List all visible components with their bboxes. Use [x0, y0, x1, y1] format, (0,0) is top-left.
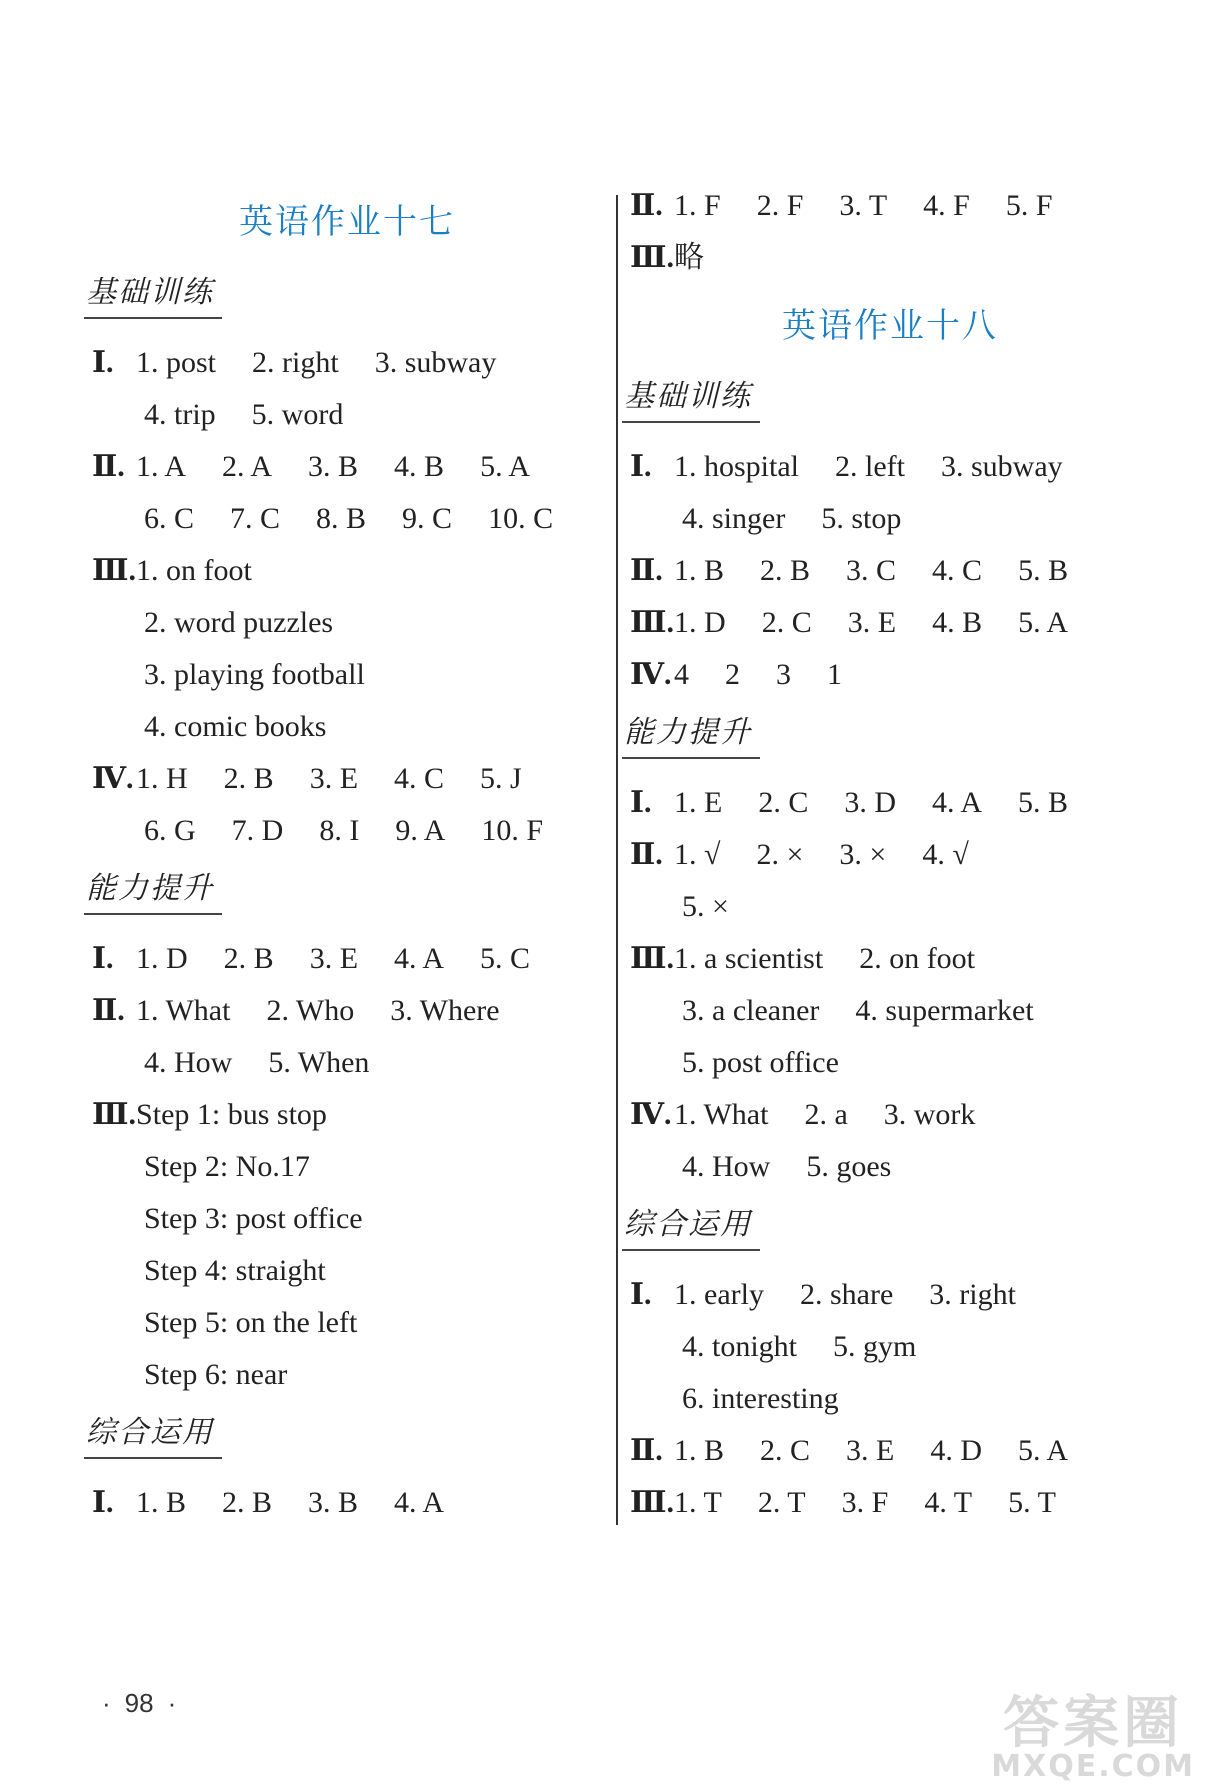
section-heading: 基础训练 — [84, 267, 222, 319]
roman-numeral: Ⅱ. — [630, 554, 663, 587]
answer-item: Step 4: straight — [144, 1254, 326, 1287]
answer-line — [630, 1321, 1150, 1373]
roman-numeral: Ⅲ. — [630, 1486, 675, 1519]
answer-item: 4. T — [924, 1486, 973, 1519]
answer-item: 3. E — [309, 942, 359, 975]
answer-item: 1. What — [674, 1098, 769, 1131]
answer-item: 6. interesting — [682, 1382, 839, 1415]
answer-line — [92, 1193, 602, 1245]
right-title: 英语作业十八 — [782, 306, 998, 346]
answer-item: 4. C — [932, 554, 983, 587]
answer-item: 1 — [827, 658, 842, 691]
answer-item: 7. C — [230, 502, 281, 535]
answer-item: 2. C — [760, 1434, 811, 1467]
roman-numeral: Ⅰ. — [630, 1278, 652, 1311]
answer-item: 2. B — [223, 762, 274, 795]
column-divider — [616, 195, 618, 1525]
answer-line — [630, 649, 1150, 701]
answer-item: Step 5: on the left — [144, 1306, 358, 1339]
answer-item: 2. share — [799, 1278, 894, 1311]
answer-line — [630, 881, 1150, 933]
answer-line — [630, 1037, 1150, 1089]
answer-line — [630, 441, 1150, 493]
answer-item: 5. stop — [821, 502, 902, 535]
answer-item: 3. subway — [940, 450, 1063, 483]
answer-item: 5. C — [480, 942, 531, 975]
answer-item: 4 — [674, 658, 689, 691]
answer-item: 1. B — [674, 1434, 725, 1467]
answer-item: 略 — [674, 241, 705, 274]
answer-line — [92, 985, 602, 1037]
answer-line — [630, 1477, 1150, 1529]
section-heading: 综合运用 — [622, 1199, 760, 1251]
answer-line — [92, 545, 602, 597]
answer-item: 6. G — [144, 814, 196, 847]
answer-item: 9. C — [402, 502, 453, 535]
answer-item: 2. right — [252, 346, 339, 379]
roman-numeral: Ⅱ. — [630, 189, 663, 222]
answer-item: 3. C — [846, 554, 897, 587]
roman-numeral: Ⅱ. — [630, 838, 663, 871]
answer-item: 1. post — [136, 346, 217, 379]
answer-item: 3. B — [308, 450, 359, 483]
answer-item: 3. T — [839, 189, 888, 222]
answer-item: 9. A — [395, 814, 446, 847]
answer-item: 1. B — [674, 554, 725, 587]
roman-numeral: Ⅰ. — [630, 450, 652, 483]
answer-item: Step 3: post office — [144, 1202, 363, 1235]
roman-numeral: Ⅳ. — [92, 762, 134, 795]
section-heading: 基础训练 — [622, 371, 760, 423]
answer-item: 4. C — [394, 762, 445, 795]
answer-line — [92, 1349, 602, 1401]
answer-item: 5. B — [1018, 786, 1069, 819]
answer-item: 3. E — [846, 1434, 895, 1467]
answer-item: 1. What — [136, 994, 231, 1027]
answer-item: Step 1: bus stop — [136, 1098, 327, 1131]
answer-line — [630, 1373, 1150, 1425]
answer-item: 5. A — [480, 450, 531, 483]
answer-item: 4. comic books — [144, 710, 327, 743]
answer-item: 4. tonight — [682, 1330, 798, 1363]
answer-line — [630, 777, 1150, 829]
answer-item: 8. B — [316, 502, 367, 535]
answer-line — [630, 933, 1150, 985]
answer-line — [92, 933, 602, 985]
answer-line — [92, 805, 602, 857]
answer-item: 3 — [776, 658, 791, 691]
roman-numeral: Ⅰ. — [92, 1486, 114, 1519]
answer-item: 2. on foot — [859, 942, 976, 975]
answer-item: 8. I — [319, 814, 360, 847]
answer-line — [630, 829, 1150, 881]
answer-line — [92, 1089, 602, 1141]
answer-item: 2. a — [804, 1098, 848, 1131]
answer-item: 5. F — [1005, 189, 1053, 222]
answer-item: 3. playing football — [144, 658, 365, 691]
answer-line — [630, 985, 1150, 1037]
answer-item: 4. A — [932, 786, 983, 819]
answer-item: 2. C — [761, 606, 812, 639]
watermark-url: MXQE.COM — [991, 1749, 1195, 1784]
answer-line — [630, 545, 1150, 597]
answer-item: Step 6: near — [144, 1358, 288, 1391]
answer-item: 4. How — [682, 1150, 771, 1183]
answer-item: 2. word puzzles — [144, 606, 334, 639]
answer-line — [630, 180, 1150, 232]
answer-item: 5. When — [268, 1046, 370, 1079]
answer-line — [92, 493, 602, 545]
answer-item: 3. F — [841, 1486, 889, 1519]
left-column — [86, 180, 602, 1529]
answer-item: 1. B — [136, 1486, 187, 1519]
answer-line — [92, 753, 602, 805]
answer-line — [92, 337, 602, 389]
answer-line — [630, 1141, 1150, 1193]
answer-item: 4. supermarket — [855, 994, 1034, 1027]
answer-item: 4. √ — [922, 838, 969, 871]
page-number: · 98 · — [102, 1688, 177, 1718]
answer-line — [630, 597, 1150, 649]
answer-item: 5. post office — [682, 1046, 839, 1079]
answer-item: 5. goes — [806, 1150, 892, 1183]
answer-item: 3. × — [839, 838, 887, 871]
answer-item: 2. B — [223, 942, 274, 975]
answer-item: Step 2: No.17 — [144, 1150, 310, 1183]
answer-item: 3. B — [308, 1486, 359, 1519]
left-title: 英语作业十七 — [239, 202, 455, 242]
answer-item: 2. F — [756, 189, 804, 222]
roman-numeral: Ⅳ. — [630, 1098, 672, 1131]
answer-item: 2. A — [222, 450, 273, 483]
roman-numeral: Ⅲ. — [630, 942, 675, 975]
answer-line — [92, 649, 602, 701]
roman-numeral: Ⅱ. — [92, 450, 125, 483]
answer-item: 1. on foot — [136, 554, 252, 587]
answer-line — [630, 1269, 1150, 1321]
answer-item: 4. B — [394, 450, 445, 483]
roman-numeral: Ⅳ. — [630, 658, 672, 691]
answer-item: 1. F — [674, 189, 721, 222]
answer-item: 5. × — [682, 890, 729, 923]
answer-item: 4. D — [930, 1434, 983, 1467]
answer-item: 3. subway — [374, 346, 497, 379]
right-column — [624, 180, 1150, 1529]
answer-item: 1. A — [136, 450, 187, 483]
answer-item: 5. A — [1018, 1434, 1069, 1467]
answer-item: 4. A — [394, 942, 445, 975]
answer-item: 4. B — [932, 606, 983, 639]
answer-line — [630, 232, 1150, 284]
answer-item: 10. F — [481, 814, 544, 847]
answer-item: 1. H — [136, 762, 188, 795]
answer-item: 1. E — [674, 786, 723, 819]
answer-line — [630, 1089, 1150, 1141]
roman-numeral: Ⅰ. — [92, 346, 114, 379]
page-number-value: 98 — [124, 1688, 154, 1718]
roman-numeral: Ⅲ. — [92, 554, 137, 587]
answer-item: 2. C — [758, 786, 809, 819]
right-top-lines — [630, 180, 1150, 284]
answer-item: 2. B — [760, 554, 811, 587]
answer-item: 1. D — [674, 606, 726, 639]
answer-item: 2. Who — [266, 994, 355, 1027]
roman-numeral: Ⅱ. — [92, 994, 125, 1027]
answer-line — [92, 389, 602, 441]
answer-item: 1. D — [136, 942, 188, 975]
answer-item: 2. left — [835, 450, 905, 483]
answer-line — [92, 701, 602, 753]
answer-line — [92, 1141, 602, 1193]
answer-item: 1. √ — [674, 838, 721, 871]
answer-item: 5. A — [1018, 606, 1069, 639]
section-heading: 能力提升 — [84, 863, 222, 915]
answer-line — [92, 1297, 602, 1349]
roman-numeral: Ⅲ. — [630, 241, 675, 274]
answer-item: 4. How — [144, 1046, 233, 1079]
watermark-logo: 答案圈 — [1003, 1691, 1184, 1756]
answer-item: 7. D — [231, 814, 284, 847]
roman-numeral: Ⅱ. — [630, 1434, 663, 1467]
answer-item: 3. right — [929, 1278, 1016, 1311]
roman-numeral: Ⅰ. — [92, 942, 114, 975]
answer-item: 3. Where — [390, 994, 500, 1027]
watermark — [991, 1691, 1195, 1784]
answer-item: 5. B — [1018, 554, 1069, 587]
section-heading: 综合运用 — [84, 1407, 222, 1459]
answer-item: 2. × — [756, 838, 804, 871]
answer-item: 5. J — [480, 762, 522, 795]
section-heading: 能力提升 — [622, 707, 760, 759]
answer-item: 5. T — [1008, 1486, 1056, 1519]
answer-item: 4. singer — [682, 502, 786, 535]
right-sections — [624, 365, 1150, 1529]
left-sections — [86, 261, 602, 1529]
answer-item: 4. trip — [144, 398, 216, 431]
answer-item: 1. hospital — [674, 450, 799, 483]
answer-line — [92, 1245, 602, 1297]
answer-item: 10. C — [488, 502, 554, 535]
answer-item: 3. D — [844, 786, 897, 819]
answer-line — [630, 1425, 1150, 1477]
roman-numeral: Ⅲ. — [92, 1098, 137, 1131]
answer-item: 5. word — [251, 398, 344, 431]
answer-item: 4. F — [923, 189, 970, 222]
answer-item: 3. E — [847, 606, 897, 639]
roman-numeral: Ⅲ. — [630, 606, 675, 639]
answer-line — [92, 1037, 602, 1089]
answer-item: 3. work — [883, 1098, 976, 1131]
answer-item: 2. T — [757, 1486, 806, 1519]
answer-item: 1. T — [674, 1486, 722, 1519]
answer-item: 3. E — [309, 762, 359, 795]
answer-item: 6. C — [144, 502, 195, 535]
roman-numeral: Ⅰ. — [630, 786, 652, 819]
answer-item: 2. B — [222, 1486, 273, 1519]
answer-item: 1. early — [674, 1278, 764, 1311]
answer-item: 5. gym — [833, 1330, 917, 1363]
answer-item: 1. a scientist — [674, 942, 824, 975]
answer-item: 2 — [725, 658, 740, 691]
answer-item: 4. A — [394, 1486, 445, 1519]
answer-line — [92, 597, 602, 649]
answer-line — [92, 1477, 602, 1529]
answer-item: 3. a cleaner — [682, 994, 820, 1027]
answer-line — [92, 441, 602, 493]
answer-line — [630, 493, 1150, 545]
